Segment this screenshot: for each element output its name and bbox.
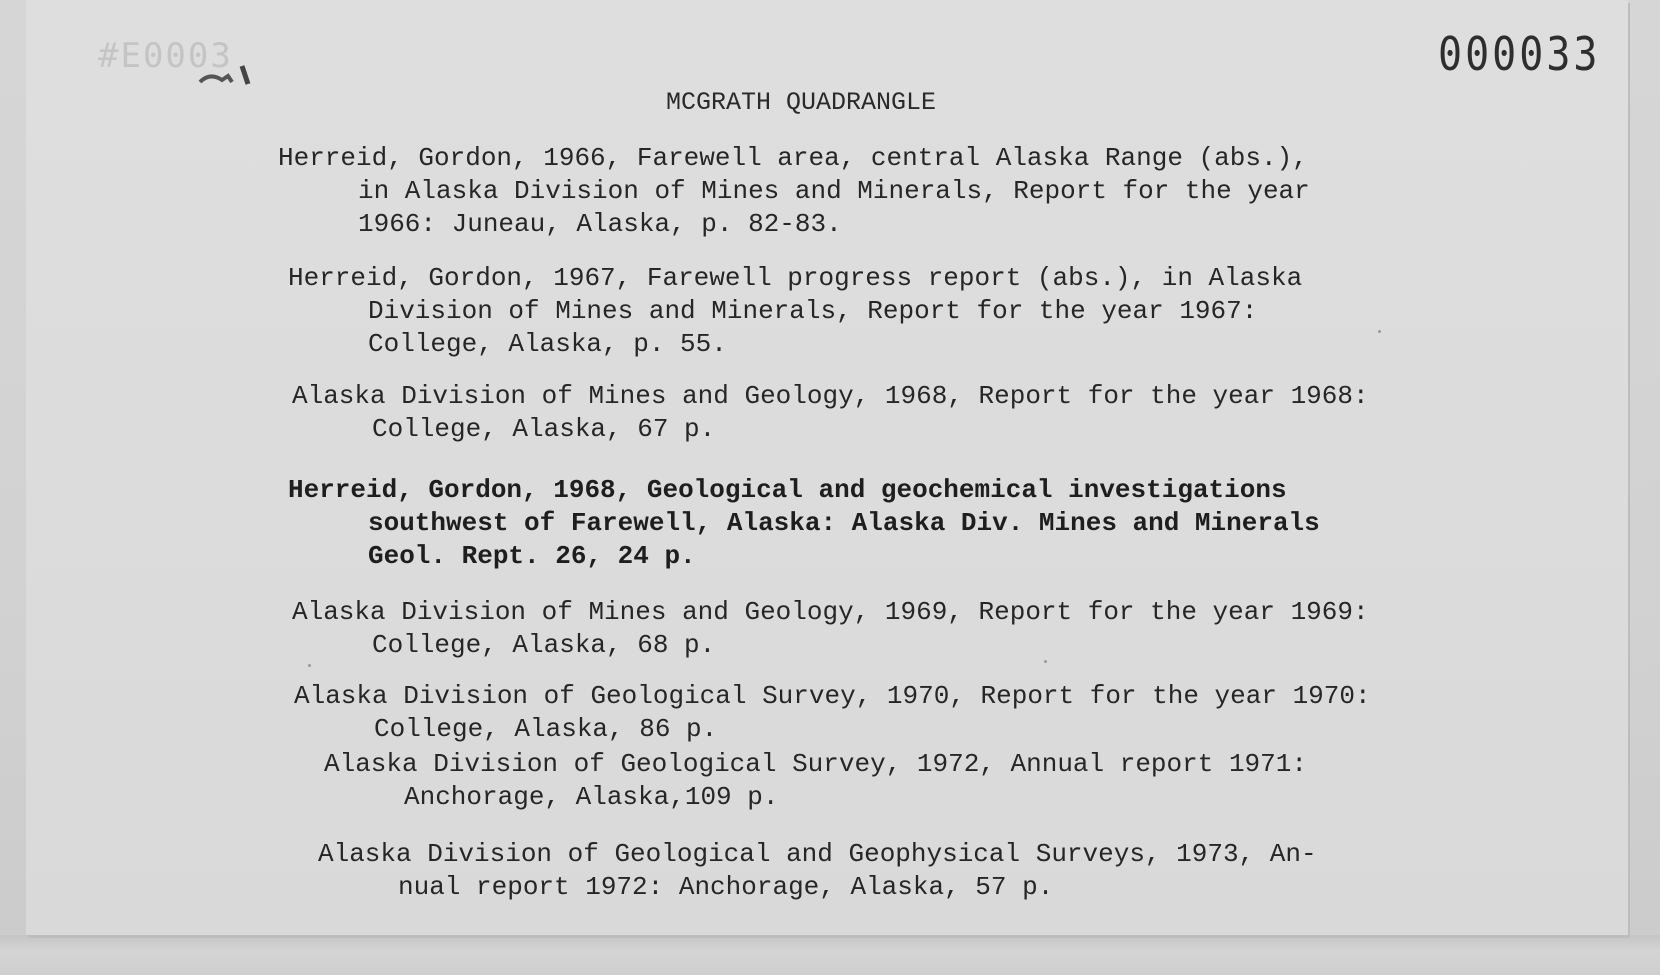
entry-line: Geol. Rept. 26, 24 p. xyxy=(368,541,696,571)
scanner-bed-edge xyxy=(0,935,1660,975)
entry-line: Alaska Division of Mines and Geology, 1968, Report for the year 1968: xyxy=(292,381,1369,411)
index-card xyxy=(26,0,1628,935)
entry-line: College, Alaska, 68 p. xyxy=(372,630,716,660)
entry-line: Alaska Division of Geological Survey, 1970, Report for the year 1970: xyxy=(294,681,1371,711)
entry-line: Division of Mines and Minerals, Report for the year 1967: xyxy=(368,296,1258,326)
entry-line: Herreid, Gordon, 1967, Farewell progress report (abs.), in Alaska xyxy=(288,263,1303,293)
card-number: 000033 xyxy=(1438,28,1601,82)
entry-line: Herreid, Gordon, 1968, Geological and geochemical investigations xyxy=(288,475,1287,505)
entry-line: College, Alaska, 67 p. xyxy=(372,414,716,444)
bibliography-entry xyxy=(294,680,1371,746)
entry-line: Herreid, Gordon, 1966, Farewell area, central Alaska Range (abs.), xyxy=(278,143,1308,173)
entry-line: in Alaska Division of Mines and Minerals, Report for the year xyxy=(358,176,1310,206)
faint-stamp-number: #E0003 xyxy=(98,36,233,76)
bibliography-entry xyxy=(324,748,1307,814)
bibliography-entry xyxy=(292,380,1369,446)
entry-line: Alaska Division of Mines and Geology, 1969, Report for the year 1969: xyxy=(292,597,1369,627)
bibliography-entry xyxy=(278,142,1310,241)
paper-speck xyxy=(1378,330,1381,333)
paper-speck xyxy=(308,664,311,667)
entry-line: 1966: Juneau, Alaska, p. 82-83. xyxy=(358,209,842,239)
paper-speck xyxy=(1044,660,1047,663)
bibliography-entry xyxy=(318,838,1317,904)
ink-smudge-mark xyxy=(198,62,268,90)
entry-line: Alaska Division of Geological Survey, 1972, Annual report 1971: xyxy=(324,749,1307,779)
bibliography-entry xyxy=(288,474,1320,573)
bibliography-entry xyxy=(292,596,1369,662)
entry-line: Alaska Division of Geological and Geophysical Surveys, 1973, An- xyxy=(318,839,1317,869)
bibliography-entry xyxy=(288,262,1302,361)
entry-line: College, Alaska, 86 p. xyxy=(374,714,718,744)
entry-line: nual report 1972: Anchorage, Alaska, 57 p. xyxy=(398,872,1054,902)
entry-line: southwest of Farewell, Alaska: Alaska Div. Mines and Minerals xyxy=(368,508,1320,538)
entry-line: College, Alaska, p. 55. xyxy=(368,329,727,359)
entry-line: Anchorage, Alaska,109 p. xyxy=(404,782,779,812)
card-title: MCGRATH QUADRANGLE xyxy=(666,88,937,117)
